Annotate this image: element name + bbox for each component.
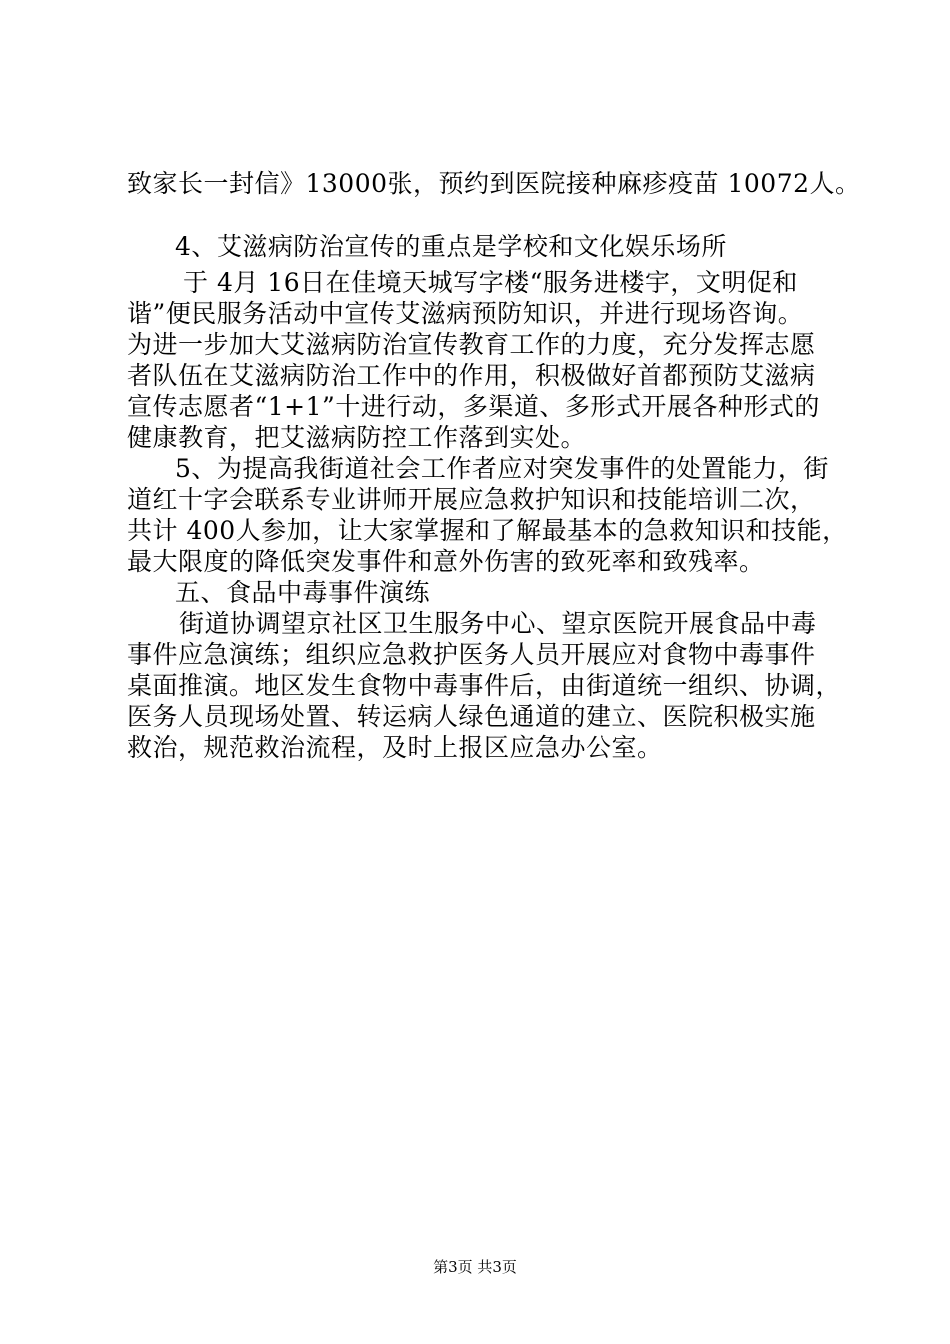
- text-line: 者队伍在艾滋病防治工作中的作用，积极做好首都预防艾滋病: [127, 361, 816, 390]
- section-heading: 4、艾滋病防治宣传的重点是学校和文化娱乐场所: [175, 232, 727, 261]
- text-line: 道红十字会联系专业讲师开展应急救护知识和技能培训二次，: [127, 485, 816, 514]
- text-line: 宣传志愿者“1+1”十进行动，多渠道、多形式开展各种形式的: [127, 392, 820, 421]
- text-line: 救治，规范救治流程，及时上报区应急办公室。: [127, 733, 663, 762]
- text-line: 最大限度的降低突发事件和意外伤害的致死率和致残率。: [127, 547, 765, 576]
- section-heading: 五、食品中毒事件演练: [175, 578, 431, 607]
- text-line: 为进一步加大艾滋病防治宣传教育工作的力度，充分发挥志愿: [127, 330, 816, 359]
- text-line: 共计 400人参加，让大家掌握和了解最基本的急救知识和技能，: [127, 516, 848, 545]
- text-line: 事件应急演练；组织应急救护医务人员开展应对食物中毒事件: [127, 640, 816, 669]
- text-line: 致家长一封信》13000张，预约到医院接种麻疹疫苗 10072人。: [127, 169, 861, 198]
- text-line: 健康教育，把艾滋病防控工作落到实处。: [127, 423, 587, 452]
- text-line: 谐”便民服务活动中宣传艾滋病预防知识，并进行现场咨询。: [127, 299, 804, 328]
- page-footer: 第3页 共3页: [433, 1258, 517, 1276]
- text-line: 5、为提高我街道社会工作者应对突发事件的处置能力，街: [175, 454, 829, 483]
- text-line: 桌面推演。地区发生食物中毒事件后，由街道统一组织、协调，: [127, 671, 842, 700]
- text-line: 街道协调望京社区卫生服务中心、望京医院开展食品中毒: [179, 609, 817, 638]
- text-line: 于 4月 16日在佳境天城写字楼“服务进楼宇，文明促和: [183, 268, 798, 297]
- text-line: 医务人员现场处置、转运病人绿色通道的建立、医院积极实施: [127, 702, 816, 731]
